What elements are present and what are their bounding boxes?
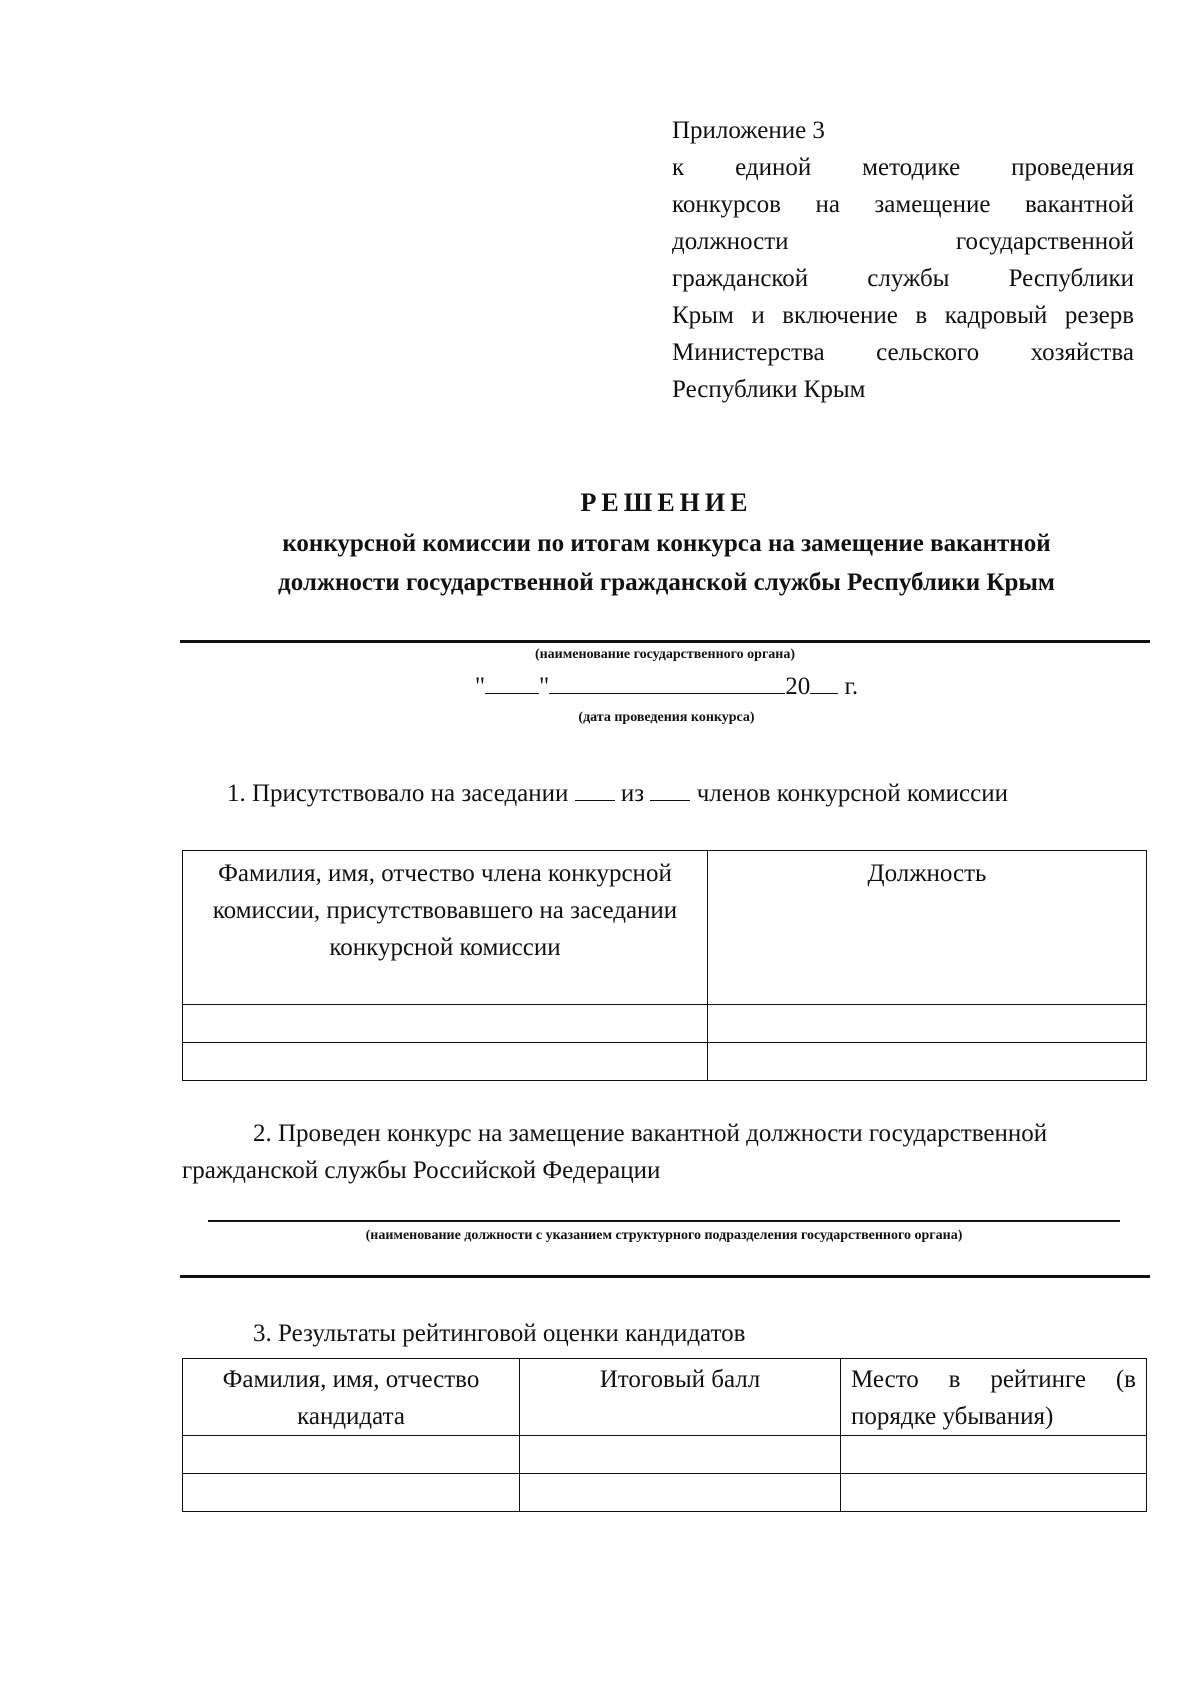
table-cell[interactable] [708, 1043, 1147, 1081]
section1-text-b: из [620, 780, 645, 807]
appendix-line: конкурсов на замещение вакантной [672, 191, 1134, 218]
position-name-caption: (наименование должности с указанием структурного подразделения государственного органа) [365, 1228, 963, 1243]
appendix-number: Приложение 3 [672, 117, 825, 144]
table-cell[interactable] [183, 1436, 520, 1474]
appendix-line: к единой методике проведения [672, 154, 1134, 181]
table-cell[interactable] [520, 1474, 841, 1512]
table-header-cell: Должность [708, 851, 1147, 1005]
appendix-line: Крым и включение в кадровый резерв [672, 302, 1134, 329]
appendix-line: Министерства сельского хозяйства [672, 339, 1134, 366]
appendix-line: Республики Крым [672, 376, 866, 403]
table-cell[interactable] [841, 1436, 1147, 1474]
day-blank [485, 669, 539, 694]
year-blank [810, 669, 838, 694]
table-cell[interactable] [183, 1005, 708, 1043]
table-row [183, 1436, 1147, 1474]
table-row [183, 1005, 1147, 1043]
year-suffix: г. [844, 673, 859, 700]
section3-heading: 3. Результаты рейтинговой оценки кандидатов [253, 1320, 746, 1347]
table-cell[interactable] [183, 1474, 520, 1512]
position-name-line-2 [180, 1275, 1150, 1278]
date-quote-close: " [539, 673, 550, 700]
table-header-row [183, 851, 1147, 1005]
table-header-cell: Фамилия, имя, отчество члена конкурсной комиссии, присутствовавшего на заседании конкурсной комиссии [183, 851, 708, 1005]
ratings-table [182, 1358, 1147, 1512]
section1-text [227, 780, 1008, 808]
table-header-cell: Фамилия, имя, отчество кандидата [183, 1359, 520, 1436]
section1-text-a: 1. Присутствовало на заседании [227, 780, 569, 807]
section2-line1: 2. Проведен конкурс на замещение вакантной должности государственной [253, 1120, 1048, 1147]
table-cell[interactable] [841, 1474, 1147, 1512]
appendix-line: гражданской службы Республики [672, 265, 1134, 292]
total-count-blank [650, 780, 690, 801]
table-cell[interactable] [520, 1436, 841, 1474]
members-table [182, 850, 1147, 1081]
date-caption: (дата проведения конкурса) [578, 710, 755, 725]
org-name-line [180, 640, 1150, 643]
table-cell[interactable] [183, 1043, 708, 1081]
document-subtitle-line: конкурсной комиссии по итогам конкурса на замещение вакантной [282, 530, 1051, 557]
table-header-cell: Итоговый балл [520, 1359, 841, 1436]
month-blank [549, 669, 785, 694]
table-header-row [183, 1359, 1147, 1436]
section2-line2: гражданской службы Российской Федерации [182, 1157, 661, 1184]
org-name-caption: (наименование государственного органа) [534, 647, 796, 662]
date-quote-open: " [474, 673, 486, 700]
present-count-blank [575, 780, 615, 801]
table-row [183, 1043, 1147, 1081]
appendix-line: должности государственной [672, 228, 1134, 255]
document-subtitle-line: должности государственной гражданской службы Республики Крым [278, 569, 1055, 596]
date-line [0, 669, 1200, 701]
table-row [183, 1474, 1147, 1512]
year-prefix: 20 [785, 673, 811, 700]
table-cell[interactable] [708, 1005, 1147, 1043]
section1-text-c: членов конкурсной комиссии [696, 780, 1008, 807]
table-header-cell: Место в рейтинге (в порядке убывания) [841, 1359, 1147, 1436]
document-title: РЕШЕНИЕ [580, 488, 753, 517]
position-name-line [208, 1220, 1120, 1222]
appendix-block [672, 112, 1134, 408]
